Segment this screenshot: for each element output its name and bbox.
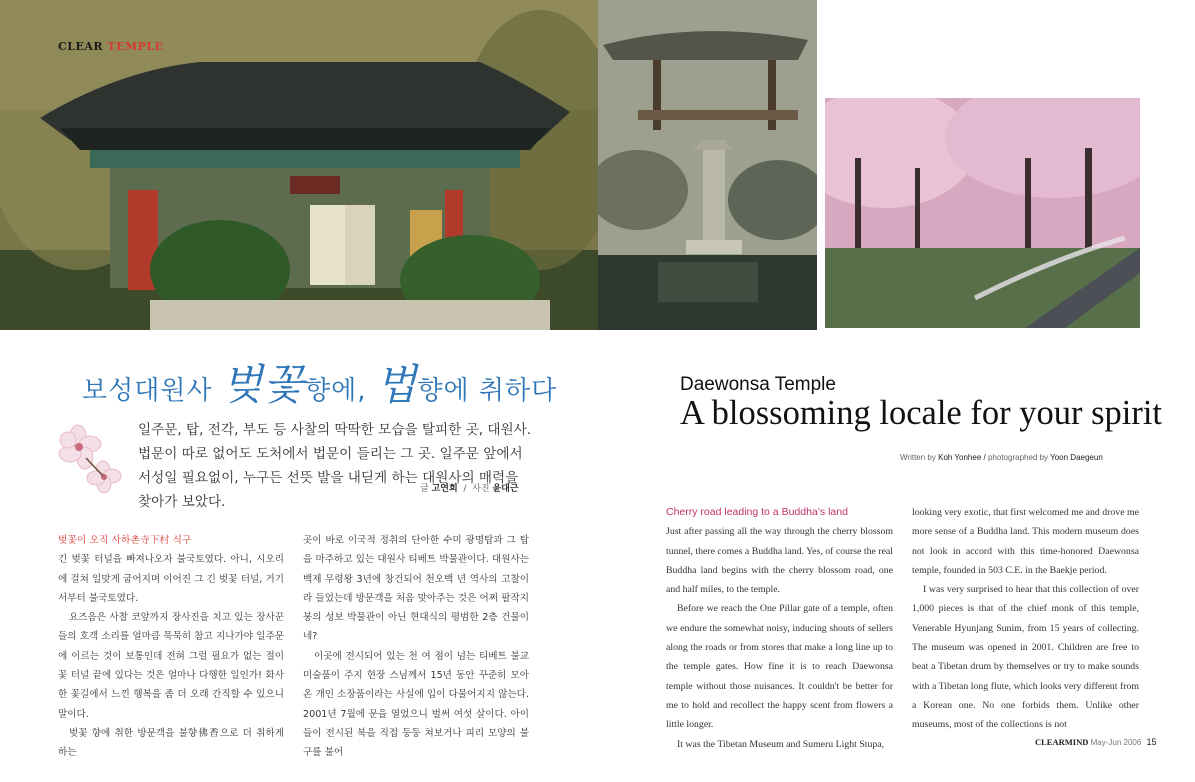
english-title-big: A blossoming locale for your spirit bbox=[680, 394, 1162, 432]
korean-subheading: 벚꽃이 오직 사하촌寺下村 식구 bbox=[58, 535, 192, 546]
page-footer bbox=[1035, 737, 1157, 747]
brand-part1: CLEAR bbox=[58, 40, 104, 53]
english-byline-written: Written by bbox=[900, 453, 936, 462]
cherry-blossom-icon bbox=[48, 418, 128, 498]
korean-col2-paragraph-1: 곳이 바로 이국적 정취의 단아한 수미 광명탑과 그 탑을 마주하고 있는 대원사 티베트 박물관이다. 대원사는 백제 무령왕 3년에 창건되어 천오백 년 역사의 고찰이라 들었는데 방문객을 처음 맞아주는 것은 어쩌 팔작지붕의 성보 박물관이 아닌 현대식의 평범한 2층 건물이네? bbox=[303, 535, 529, 643]
korean-title-part-e: 향에 취하다 bbox=[417, 376, 558, 406]
english-subheading: Cherry road leading to a Buddha’s land bbox=[666, 506, 848, 518]
korean-column-2 bbox=[303, 531, 529, 763]
english-col1-paragraph-3: It was the Tibetan Museum and Sumeru Light Stupa, bbox=[677, 738, 885, 750]
korean-col2-paragraph-2: 이곳에 전시되어 있는 천 여 점이 넘는 티베트 불교 미술품이 주지 현장 스님께서 15년 동안 꾸준히 모아온 개인 소장품이라는 사실에 입이 다물어지지 않는다. 2001년 7월에 문을 열었으니 벌써 여섯 살이다. 아이들이 전시된 북을 직접 둥둥 쳐보거나 피리 모양의 불구를 불어 bbox=[303, 650, 529, 759]
magazine-section-label bbox=[58, 40, 164, 53]
stone-lantern-illustration bbox=[598, 0, 817, 330]
english-byline-photographer: Yoon Daegeun bbox=[1050, 453, 1103, 462]
korean-title-part-b: 벚꽃 bbox=[221, 360, 306, 409]
english-byline-photographed: photographed by bbox=[987, 453, 1049, 462]
korean-title-part-c: 향에, bbox=[305, 376, 376, 406]
korean-intro: 일주문, 탑, 전각, 부도 등 사찰의 딱딱한 모습을 탈피한 곳, 대원사. 법문이 따로 없어도 도처에서 법문이 들리는 그 곳. 일주문 앞에서 서성일 필요없이, 누구든 선뜻 발을 내딛게 하는 대원사의 매력을 찾아가 보았다. bbox=[138, 422, 532, 510]
korean-column-1 bbox=[58, 531, 284, 763]
korean-byline bbox=[420, 481, 519, 494]
footer-magazine: CLEARMIND bbox=[1035, 737, 1089, 747]
korean-byline-writer: 고연희 bbox=[431, 484, 458, 494]
english-byline-writer: Koh Yonhee bbox=[938, 453, 982, 462]
page-number: 15 bbox=[1146, 737, 1157, 747]
cherry-road-illustration bbox=[825, 98, 1140, 328]
english-col2-paragraph-2: I was very surprised to hear that this collection of over 1,000 pieces is that of the chief monk of this temple, Venerable Hyunjang Sunim, from 15 years of collecting. The museum was opened in 2001. Children are free to beat a Tibetan drum by themselves or try to make sounds with a Tibetan long flute, which looks very different from a Korean one. No one forbids them. Unlike other museums, most of the collections is not bbox=[912, 584, 1139, 731]
english-column-2 bbox=[912, 503, 1139, 735]
korean-title-part-d: 법 bbox=[375, 360, 418, 409]
korean-col1-paragraph-1: 긴 벚꽃 터널을 빠져나오자 불국토였다. 아니, 시오리에 걸쳐 일맞게 굽어지며 이어진 그 긴 벚꽃 터널, 거기서부터 불국토였다. bbox=[58, 554, 284, 604]
english-byline bbox=[900, 453, 1103, 462]
korean-title-part-a: 보성대원사 bbox=[82, 376, 222, 406]
korean-byline-photographer: 윤대근 bbox=[492, 484, 519, 494]
korean-byline-writer-label: 글 bbox=[420, 484, 429, 494]
english-col2-paragraph-1: looking very exotic, that first welcomed me and drove me more sense of a Buddha land. This modern museum does not look in accord with this time-honored Daewonsa temple, founded in 503 C.E. in the Baekje period. bbox=[912, 507, 1139, 576]
korean-col1-paragraph-2: 요즈음은 사찰 코앞까지 장사진을 치고 있는 장사꾼들의 호객 소리를 얼마큼 묵묵히 참고 지나가야 일주문에 이르는 것이 보통인데 전혀 그럴 필요가 없는 절이 꽃 터널 끝에 있다는 것은 얼마나 다행한 일인가! 화사한 꽃길에서 느낀 행복을 좀 더 오래 간직할 수 있으니 말이다. bbox=[58, 612, 284, 720]
english-column-1 bbox=[666, 503, 893, 754]
english-title-small: Daewonsa Temple bbox=[680, 374, 836, 395]
footer-issue: May-Jun 2006 bbox=[1090, 738, 1142, 747]
brand-part2: TEMPLE bbox=[107, 40, 164, 53]
english-col1-paragraph-2: Before we reach the One Pillar gate of a temple, often we endure the somewhat noisy, inducing shouts of sellers along the roads or from stores that make a long line up to the temple gates. How fine it is to reach Daewonsa temple without those nuisances. It couldn't be better for me to hold and recollect the happy scent from flowers a little longer. bbox=[666, 603, 893, 731]
korean-byline-sep: / bbox=[463, 484, 467, 494]
korean-title bbox=[82, 352, 557, 412]
stone-lantern-photo bbox=[598, 0, 817, 330]
korean-byline-photo-label: 사진 bbox=[472, 484, 490, 494]
english-byline-slash: / bbox=[983, 453, 986, 462]
cherry-road-photo bbox=[825, 98, 1140, 328]
korean-col1-paragraph-3: 벚꽃 향에 취한 방문객을 불향佛香으로 더 취하게 하는 bbox=[58, 727, 284, 759]
english-col1-paragraph-1: Just after passing all the way through the cherry blossom tunnel, there comes a Buddha land. Yes, of course the real Buddha land begins with the cherry blossom road, one and half miles, to the temple. bbox=[666, 526, 893, 596]
